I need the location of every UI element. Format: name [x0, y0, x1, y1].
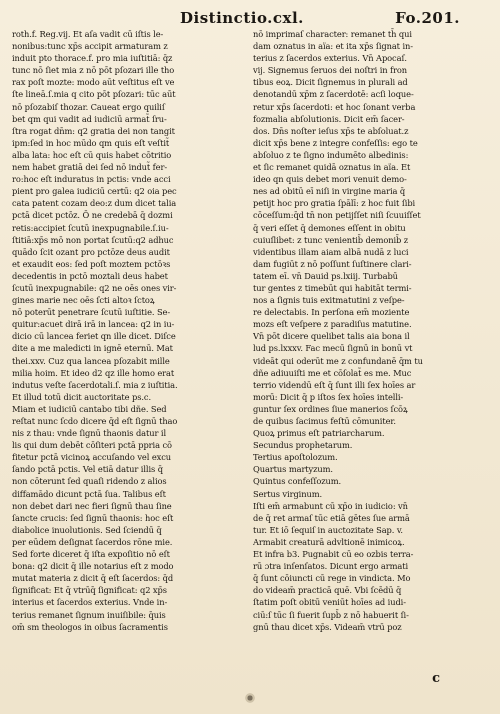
text-line: petijt hoc pro gratia ſpālī: z hoc fuit ſibi	[253, 198, 416, 209]
text-line: om̄ sm theologos in oibus ſacramentis	[12, 621, 168, 632]
signature-mark: c	[432, 671, 440, 686]
text-line: et ſic remanet quidā oznatus in aïa. Et	[253, 162, 411, 173]
text-line: non debet dari nec fieri ſignū thau ſine	[12, 500, 172, 511]
text-line: interius et ſacerdos exterius. Vnde in-	[12, 597, 168, 608]
text-line: nō poterūt penetrare ſcutū iuſtitie. Se-	[12, 307, 171, 318]
text-line: terius remanet ſignum inuiſibile: q̄uis	[12, 609, 166, 620]
text-line: tatem eī. vn̄ Dauid ps.lxiij. Turbabū	[253, 270, 398, 281]
text-line: morū: Dicit q̄ p iſtos ſex hoīes intelli-	[253, 391, 404, 402]
text-line: de quibus ſacimus feſtū cōmuniter.	[253, 416, 396, 426]
text-line: Quartus martyzum.	[253, 464, 333, 475]
text-line: ipm:ſed in hoc mūdo qm quis eſt veſtit̃	[12, 137, 170, 148]
text-line: nō imprimaſ character: remanet th̄ qui	[253, 29, 412, 39]
text-line: ro:hoc eſt induratus in pctis: vnde acci	[12, 174, 171, 185]
text-line: dam oznatus in aïa: et ita xp̄s ſignat in-	[253, 41, 413, 52]
text-line: Armabit creaturā advltionē inimicoꝝ.	[253, 536, 405, 547]
text-line: non cōterunt ſed quaſi ridendo z alios	[12, 476, 167, 487]
text-line: ideo qn quis debet mori venuit demo-	[253, 174, 407, 185]
text-line: nes ad obitū eī niſi in virgine maria q̄	[253, 186, 406, 197]
text-line: nonibus:tunc xp̄s accipit armaturam z	[12, 41, 168, 52]
text-line: vij. Signemus ſeruos dei noſtri in fron	[253, 65, 408, 76]
text-line: dicio cū lancea feriet qn ille dicet. Diſce	[12, 331, 176, 342]
text-line: cuiuſlibet: z tunc venientib̄ demonib̄ z	[253, 234, 409, 245]
text-line: dam fugiūt z nō poſſunt ſuſtinere clari-	[253, 258, 412, 269]
text-line: Vn̄ pōt dicere quelibet talis aia bona il	[253, 331, 410, 342]
text-line: nis z thau: vnde ſignū thaonis datur il	[12, 428, 167, 439]
text-line: rū ɔtra inſenſatos. Dicunt ergo armati	[253, 561, 409, 572]
running-title: Distinctio.cxl.	[180, 9, 304, 27]
text-line: ciū:ſ tūc ſi fuerit ſupb̄ z nō habuerit ſi-	[253, 609, 409, 620]
right-column	[253, 28, 484, 668]
text-line: videntibus illam aiam albā nudā z luci	[253, 246, 409, 257]
text-line: gines marie nec oēs ſcti altoꝛ ſctoꝝ	[12, 295, 155, 306]
text-line: terrio videndū eſt q̄ ſunt illi ſex hoīes ar	[253, 379, 416, 390]
text-line: ſancte crucis: ſed ſignū thaonis: hoc eſt	[12, 512, 174, 523]
text-line: dñe adiuuiſti me et cōſolat̃ es me. Muc	[253, 367, 412, 378]
text-line: ſignificat: Et q̄ vtrūq̄ ſignificat: q2 xp̄s	[12, 585, 167, 596]
text-line: ſtatim poſt obitū veniūt hoīes ad iudi-	[253, 597, 406, 608]
text-line: Quintus confeſſozum.	[253, 476, 342, 487]
text-line: quitur:acuet dirā irā in lancea: q2 in iu-	[12, 319, 175, 330]
text-line: lis qui dum debēt cōſiteri pctā ppria cō	[12, 440, 172, 451]
text-line: ſtra rogat dn̄m: q2 gratia dei non tangit	[12, 125, 175, 136]
text-line: lud ps.lxxxv. Fac mecū ſignū in bonū vt	[253, 343, 413, 354]
text-line: mozs eſt veſpere z paradiſus matutine.	[253, 319, 412, 330]
text-line: tibus eoꝝ. Dicit ſignemus in plurali ad	[253, 77, 408, 88]
folio-number: Fo.201.	[395, 9, 460, 27]
text-line: indutus veſte ſacerdotali.ſ. mia z iuſtitia.	[12, 379, 178, 390]
text-line: bona: q2 dicit q̄ ille notarius eſt z modo	[12, 561, 174, 572]
text-line: Sertus virginum.	[253, 488, 322, 499]
text-line: dicit xp̄s bene z integre confeſſis: ego te	[253, 137, 418, 148]
text-line: bet qm qui vadit ad iudiciū armat̃ ſru-	[12, 113, 167, 124]
text-line: ſcutū inexpugnabile: q2 ne oēs ones vir-	[12, 282, 177, 293]
text-line: Et infra b3. Pugnabit cū eo ozbis terra-	[253, 549, 414, 560]
text-line: Quoꝝ primus eſt patriarcharum.	[253, 428, 385, 439]
text-line: Secundus prophetarum.	[253, 440, 353, 451]
text-line: Et illud totū dicit auctoritate ps.c.	[12, 391, 152, 402]
text-line: pctā dicet pctōz. Ō ne credebā q̄ dozmi	[12, 210, 173, 221]
text-line: ſte lineā.ſ.mia q cito pōt pſozari: tūc aūt	[12, 89, 176, 100]
text-line: tunc nō ſiet mia z nō pōt pſozari ille tho	[12, 65, 175, 76]
text-line: gnū thau dicet xp̄s. Videam̄ vtrū poz	[253, 621, 402, 632]
text-line: decedentis in pctō moztali deus habet	[12, 270, 168, 281]
text-line: diabolice inuolutionis. Sed ſciendū q̄	[12, 524, 162, 535]
text-line: tur gentes z timebūt qui habitāt termi-	[253, 282, 412, 293]
text-line: reſtat nunc ſcdo dicere q̄d eſt ſignū thao	[12, 416, 178, 426]
text-line: re delectabis. In perſona em̄ moziente	[253, 307, 410, 318]
text-line: abſoluo z te ſigno indumēto albedinis:	[253, 149, 409, 160]
page-header	[180, 8, 460, 28]
text-line: retur xp̄s ſacerdoti: et hoc ſonant verba	[253, 101, 416, 112]
text-line: cōceſſum:q̄d tn̄ non petijſſet niſi ſcuuiſſet	[253, 210, 421, 221]
text-line: retis:accipiet ſcutū inexpugnabile.ſ.iu-	[12, 222, 169, 233]
text-line: mutat materia z dicit q̄ eſt ſacerdos: q̄d	[12, 573, 174, 584]
text-line: milia hoim. Et ideo d2 qz ille homo erat	[12, 367, 175, 378]
text-line: ſando pctā pctis. Vel etiā datur illis q̄	[12, 464, 163, 475]
text-line: thei.xxv. Cuz qua lancea pſozabit mille	[12, 355, 170, 366]
text-columns	[12, 28, 484, 668]
text-line: q̄ veri eſſet q̄ demones eſſent in obitu	[253, 222, 406, 233]
text-line: nem habet gratiā dei ſed nō indut̃ fer-	[12, 162, 168, 173]
text-line: dite a me maledicti in ignē eternū. Mat	[12, 343, 173, 354]
text-line: pient pro galea iudiciū certū: q2 oia pec	[12, 186, 177, 197]
text-line: videāt qui oderūt me z confundanē q̄m tu	[253, 355, 423, 366]
text-line: Iſti em̄ armabunt cū xp̄o in iudicio: vn̄	[253, 500, 408, 511]
text-line: de q̄ ret armaſ tūc etiā gētes ſue armā	[253, 512, 410, 523]
text-line: Sed forte diceret q̄ iſta expoſitio nō eſt	[12, 549, 170, 560]
text-line: cata patent cozam deo:z dum dicet talia	[12, 198, 177, 209]
text-line: ſtitiā:xp̄s mō non portat ſcutū:q2 adhuc	[12, 234, 174, 245]
text-line: dos. Dn̄s noſter ieſus xp̄s te abſoluat.z	[253, 125, 409, 136]
text-line: terius z ſacerdos exterius. Vn̄ Apocaſ.	[253, 53, 407, 64]
text-line: Tertius apoſtolozum.	[253, 452, 338, 463]
text-line: alba lata: hoc eſt cū quis habet cōtritio	[12, 149, 172, 160]
text-line: et exaudit eos: ſed poſt moztem pctōꝛs	[12, 258, 171, 269]
text-line: Miam et iudiciū cantabo tibi dñe. Sed	[12, 403, 167, 414]
text-line: rax poſt mozte: modo aūt veſtitus eſt ve	[12, 77, 175, 88]
text-line: nō pſozabiſ thozar. Caueat ergo quiliſ	[12, 101, 165, 112]
text-line: do videam̄ practicā quē. Vbi ſcēdū q̄	[253, 585, 402, 596]
text-line: diffamādo dicunt pctā ſua. Talibus eſt	[12, 488, 166, 499]
text-line: nos a ſignis tuis exitmatutini z veſpe-	[253, 295, 405, 306]
text-line: induit pto thorace.f. pro mia iuſtitiā: q̄z	[12, 53, 173, 64]
text-line: fozmalia abſolutionis. Dicit em̄ ſacer-	[253, 113, 405, 124]
text-line: roth.f. Reg.vij. Et aſa vadit cū iſtis le-	[12, 29, 164, 39]
left-column	[12, 28, 243, 668]
text-line: quādo ſcit ozant pro pctōze deus audit	[12, 246, 170, 257]
text-line: per eūdem deſignat ſacerdos rōne mie.	[12, 536, 173, 547]
text-line: denotandū xp̄m z ſacerdotē: acſi loque-	[253, 89, 414, 100]
page-ornament	[244, 692, 256, 704]
text-line: fitetur pctā vicinoꝝ accuſando vel excu	[12, 452, 171, 463]
text-line: tur. Et iō ſequiſ in auctozitate Sap. v.	[253, 524, 403, 535]
text-line: q̄ ſunt cōiuncti cū rege in vindicta. Mo	[253, 573, 411, 584]
text-line: guntur ſex ordines ſiue manerios ſcōꝝ	[253, 403, 408, 414]
